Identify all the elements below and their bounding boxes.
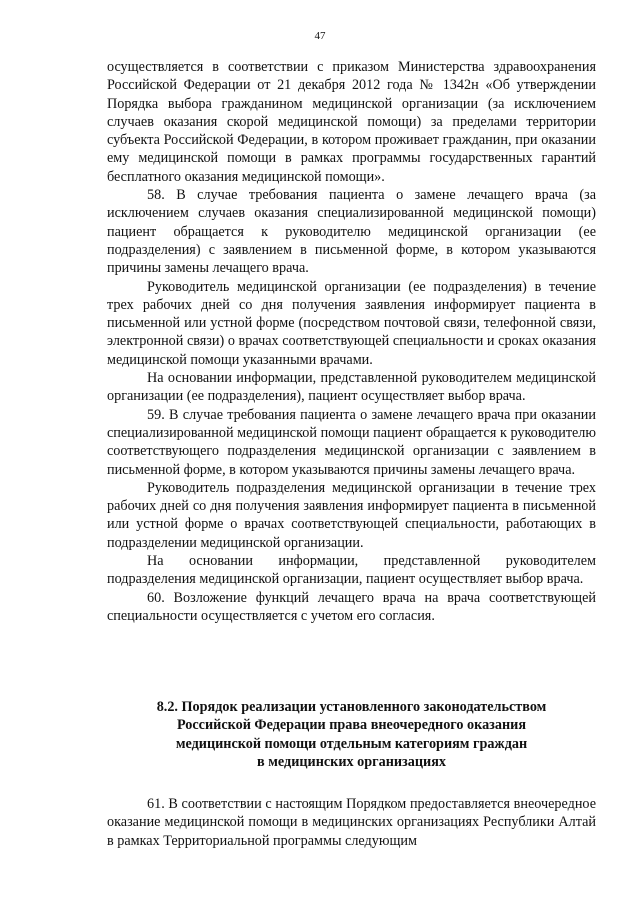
section-heading-line-4: в медицинских организациях: [257, 753, 446, 770]
section-heading-line-1: 8.2. Порядок реализации установленного законодательством: [156, 699, 547, 715]
body-text: [107, 58, 596, 625]
page-number: 47: [314, 30, 326, 42]
section-heading-line-3: медицинской помощи отдельным категориям граждан: [175, 735, 528, 752]
paragraph-58-choice: На основании информации, представленной руководителем медицинской организации (ее подразделения), пациент осуществляет выбор врача.: [107, 370, 596, 405]
section-heading-line-2: Российской Федерации права внеочередного оказания: [176, 717, 527, 734]
paragraph-61: 61. В соответствии с настоящим Порядком предоставляется внеочередное оказание медицинской помощи в медицинских организациях Республики Алтай в рамках Территориальной программы следующим: [107, 796, 596, 849]
paragraph-59-choice: На основании информации, представленной руководителем подразделения медицинской организации, пациент осуществляет выбор врача.: [107, 553, 596, 588]
paragraph-60: 60. Возложение функций лечащего врача на врача соответствующей специальности осуществляется с учетом его согласия.: [107, 589, 596, 624]
paragraph-59-head-response: Руководитель подразделения медицинской организации в течение трех рабочих дней со дня получения заявления информирует пациента в письменной или устной форме о врачах соответствующей специальности, работающих в подразделении медицинской организации.: [107, 479, 596, 551]
paragraph-continuation: осуществляется в соответствии с приказом Министерства здравоохранения Российской Федерации от 21 декабря 2012 года № 1342н «Об утверждении Порядка выбора гражданином медицинской организации (за исключением случаев оказания скорой медицинской помощи) за пределами территории субъекта Российской Федерации, в котором проживает гражданин, при оказании ему медицинской помощи в рамках программы государственных гарантий бесплатного оказания медицинской помощи».: [107, 59, 596, 185]
body-text-continued: [107, 795, 596, 850]
section-heading: [107, 698, 596, 771]
paragraph-58-head-response: Руководитель медицинской организации (ее подразделения) в течение трех рабочих дней со дня получения заявления информирует пациента в письменной или устной форме (посредством почтовой связи, телефонной связи, электронной связи) о врачах соответствующей специальности и сроках оказания медицинской помощи указанными врачами.: [107, 278, 596, 368]
paragraph-58: 58. В случае требования пациента о замене лечащего врача (за исключением случаев оказания специализированной медицинской помощи) пациент обращается к руководителю медицинской организации (ее подразделения) с заявлением в письменной форме, в котором указываются причины замены лечащего врача.: [107, 187, 596, 277]
paragraph-59: 59. В случае требования пациента о замене лечащего врача при оказании специализированной медицинской помощи пациент обращается к руководителю соответствующего подразделения медицинской организации с заявлением в письменной форме, в котором указываются причины замены лечащего врача.: [107, 406, 596, 478]
